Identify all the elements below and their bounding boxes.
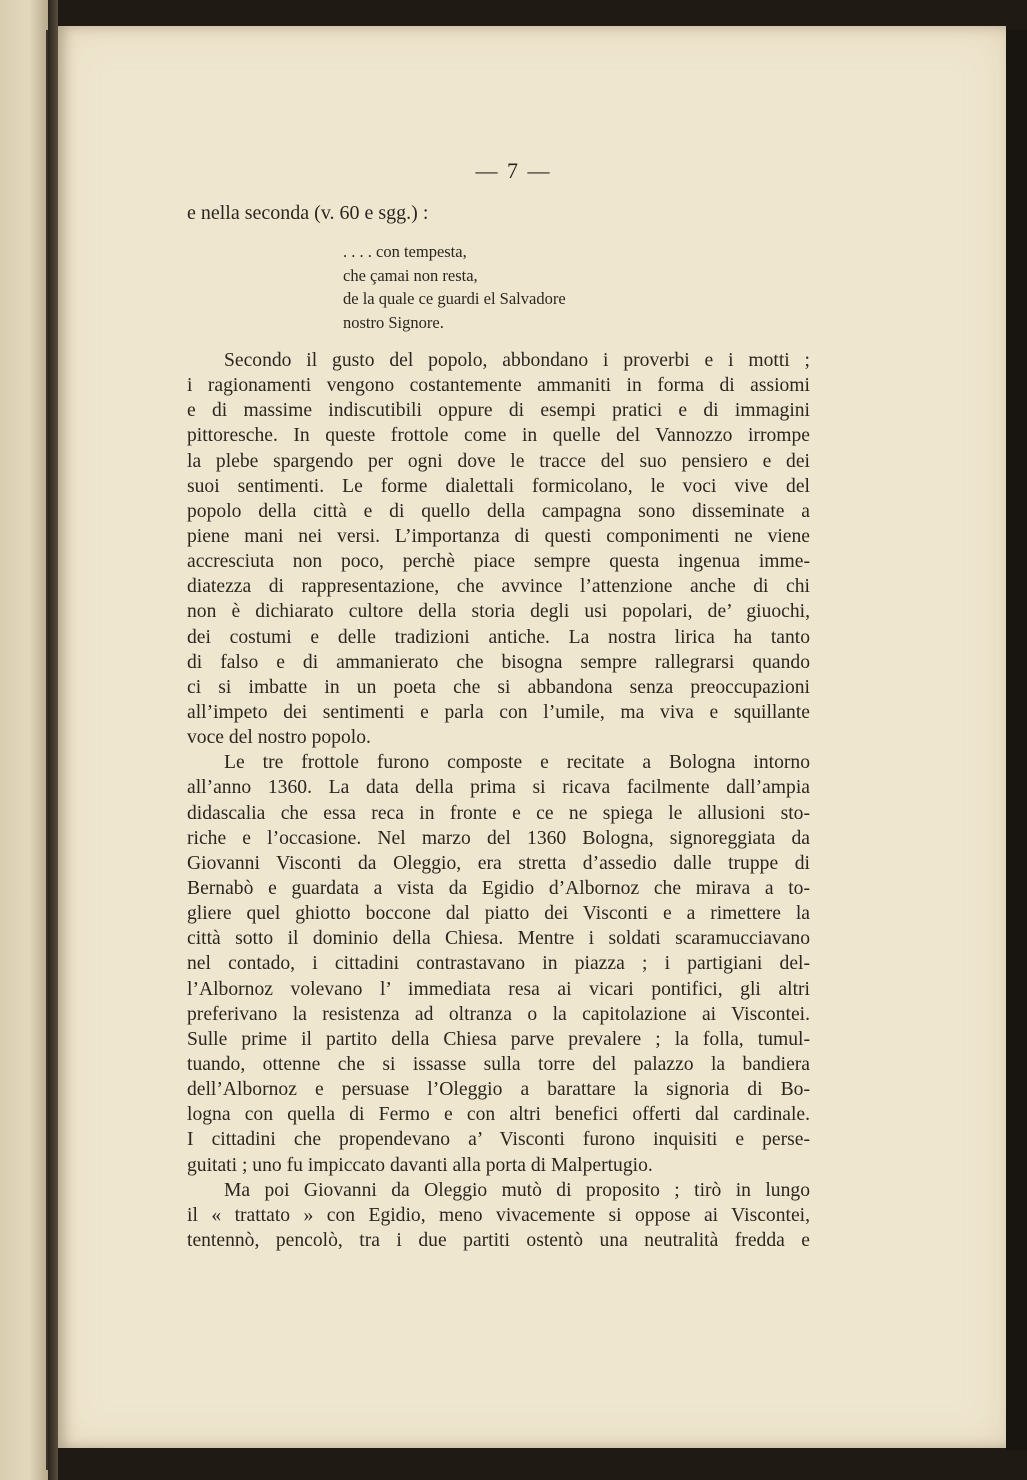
verse-line: . . . . con tempesta, <box>343 242 467 261</box>
verse-line: che çamai non resta, <box>343 265 478 285</box>
paragraph-1-line: accresciuta non poco, perchè piace sempre questa ingenua imme- <box>187 551 810 573</box>
paragraph-1-line: diatezza di rappresentazione, che avvince l’attenzione anche di chi <box>187 576 810 598</box>
previous-page-strip <box>0 0 48 1480</box>
paragraph-2-line: Sulle prime il partito della Chiesa parve prevalere ; la folla, tumul- <box>187 1028 810 1050</box>
paragraph-1-line: piene mani nei versi. L’importanza di questi componimenti ne viene <box>187 525 810 547</box>
paragraph-1-line: ci si imbatte in un poeta che si abbandona senza preoccupazioni <box>187 676 810 698</box>
intro-line: e nella seconda (v. 60 e sgg.) : <box>187 202 429 224</box>
verse-line: de la quale ce guardi el Salvadore <box>343 289 566 308</box>
paragraph-2-line: dell’Albornoz e persuase l’Oleggio a barattare la signoria di Bo- <box>187 1079 810 1101</box>
paragraph-3-line: tentennò, pencolò, tra i due partiti ostentò una neutralità fredda e <box>187 1229 810 1251</box>
paragraph-1-line: la plebe spargendo per ogni dove le tracce del suo pensiero e dei <box>187 450 810 472</box>
paragraph-2-line: logna con quella di Fermo e con altri benefici offerti dal cardinale. <box>187 1104 810 1126</box>
paragraph-2-line: tuando, ottenne che si issasse sulla torre del palazzo la bandiera <box>187 1053 810 1075</box>
paragraph-1-line: Secondo il gusto del popolo, abbondano i proverbi e i motti ; <box>224 350 810 371</box>
paragraph-3-line: il « trattato » con Egidio, meno vivacemente si oppose ai Viscontei, <box>187 1204 810 1226</box>
paragraph-2-line: città sotto il dominio della Chiesa. Mentre i soldati scaramucciavano <box>187 928 810 950</box>
paragraph-2-line: Le tre frottole furono composte e recitate a Bologna intorno <box>224 752 810 774</box>
paragraph-1-line: e di massime indiscutibili oppure di esempi pratici e di immagini <box>187 400 810 422</box>
paragraph-2-line: all’anno 1360. La data della prima si ricava facilmente dall’ampia <box>187 777 810 799</box>
paragraph-2-line: riche e l’occasione. Nel marzo del 1360 Bologna, signoreggiata da <box>187 827 810 849</box>
paragraph-1-line: all’impeto dei sentimenti e parla con l’umile, ma viva e squillante <box>187 701 810 723</box>
paragraph-2-line: didascalia che essa reca in fronte e ce ne spiega le allusioni sto- <box>187 802 810 824</box>
paragraph-2-line: guitati ; uno fu impiccato davanti alla porta di Malpertugio. <box>187 1154 653 1176</box>
paragraph-3-line: Ma poi Giovanni da Oleggio mutò di proposito ; tirò in lungo <box>224 1179 810 1201</box>
paragraph-1-line: suoi sentimenti. Le forme dialettali formicolano, le voci vive del <box>187 475 810 497</box>
page-right-edge <box>1006 30 1027 1450</box>
page-number: — 7 — <box>475 158 552 183</box>
paragraph-2-line: nel contado, i cittadini contrastavano in piazza ; i partigiani del- <box>187 953 810 975</box>
paragraph-2-line: Bernabò e guardata a vista da Egidio d’Albornoz che mirava a to- <box>187 877 810 899</box>
body-text <box>187 348 810 1253</box>
verse-quotation <box>343 240 566 334</box>
paragraph-1-line: popolo della città e di quello della campagna sono disseminate a <box>187 500 810 522</box>
paragraph-2-line: l’Albornoz volevano l’ immediata resa ai vicari pontifici, gli altri <box>187 978 810 1000</box>
paragraph-1-line: voce del nostro popolo. <box>187 727 371 749</box>
paragraph-1-line: dei costumi e delle tradizioni antiche. La nostra lirica ha tanto <box>187 626 810 648</box>
book-gutter <box>48 0 58 1480</box>
paragraph-2-line: gliere quel ghiotto boccone dal piatto dei Visconti e a rimettere la <box>187 903 810 925</box>
paragraph-1-line: pittoresche. In queste frottole come in quelle del Vannozzo irrompe <box>187 425 810 447</box>
paragraph-1-line: non è dichiarato cultore della storia degli usi popolari, de’ giuochi, <box>187 601 810 623</box>
paragraph-2-line: preferivano la resistenza ad oltranza o la capitolazione ai Viscontei. <box>187 1003 810 1025</box>
paragraph-1-line: i ragionamenti vengono costantemente ammaniti in forma di assiomi <box>187 375 810 397</box>
verse-line: nostro Signore. <box>343 312 444 332</box>
paragraph-2-line: Giovanni Visconti da Oleggio, era stretta d’assedio dalle truppe di <box>187 852 810 874</box>
paragraph-2-line: I cittadini che propendevano a’ Visconti furono inquisiti e perse- <box>187 1129 810 1151</box>
paragraph-1-line: di falso e di ammanierato che bisogna sempre rallegrarsi quando <box>187 651 810 673</box>
